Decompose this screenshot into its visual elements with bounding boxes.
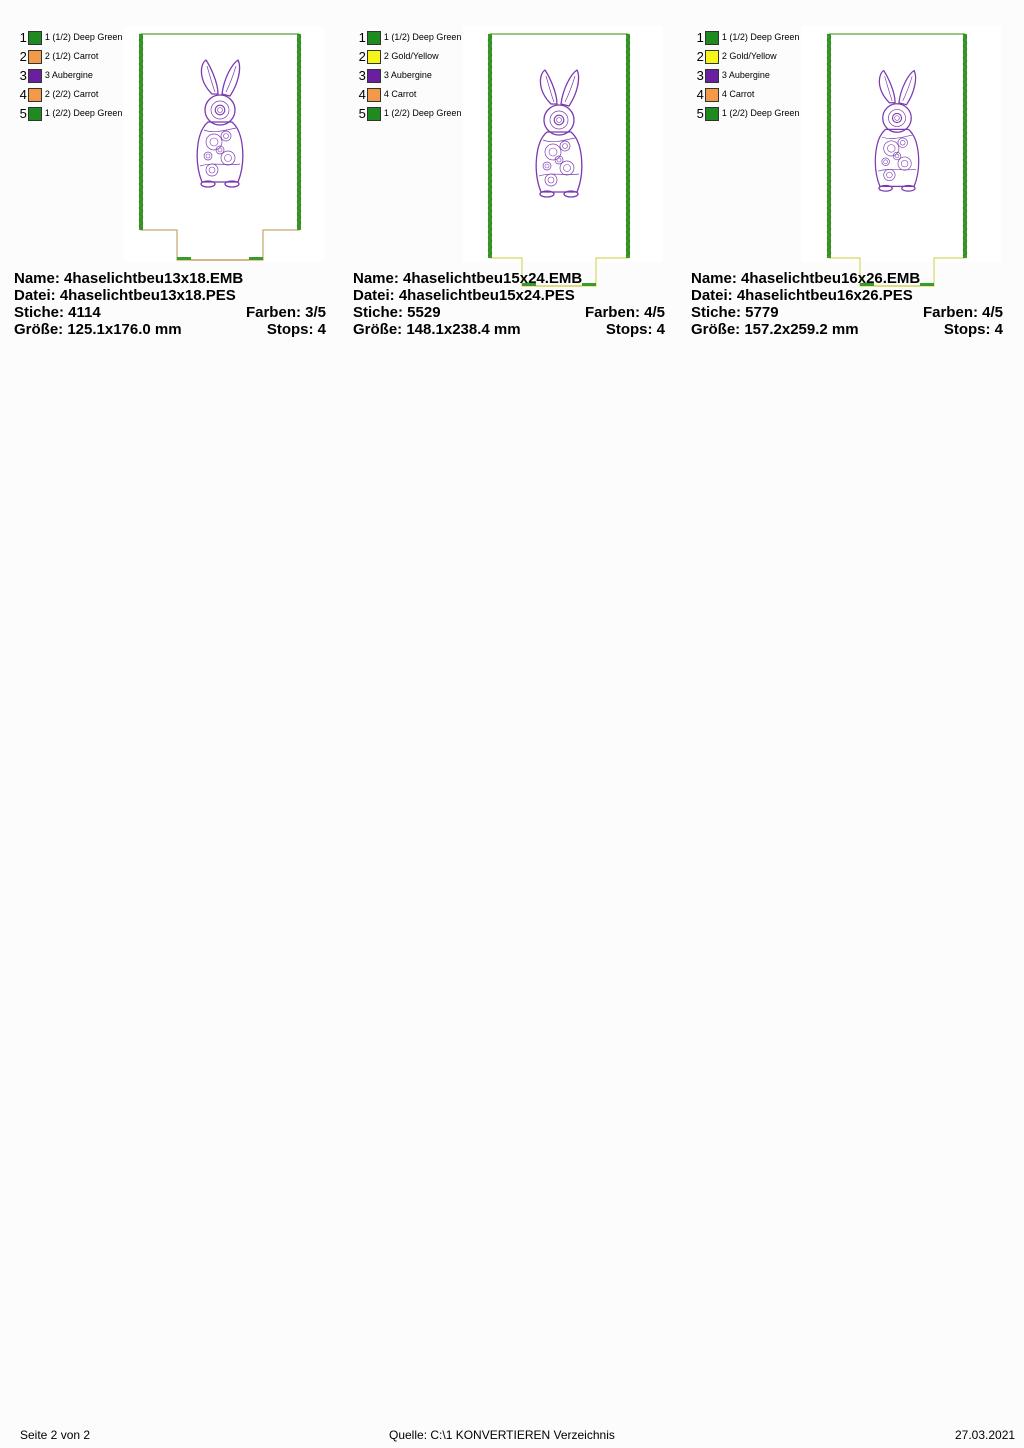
legend-label: 3 Aubergine [383, 71, 432, 80]
design-card-2 [353, 26, 671, 346]
design-name: Name: 4haselichtbeu13x18.EMB [14, 270, 244, 287]
color-swatch [28, 31, 42, 45]
legend-label: 1 (1/2) Deep Green [44, 33, 123, 42]
stop-count: Stops: 4 [943, 321, 1003, 338]
color-swatch [705, 69, 719, 83]
color-swatch [705, 88, 719, 102]
footer-date: 27.03.2021 [955, 1428, 1016, 1442]
design-size: Größe: 125.1x176.0 mm [14, 321, 182, 338]
legend-row [691, 47, 801, 66]
legend-label: 3 Aubergine [721, 71, 770, 80]
color-swatch [367, 50, 381, 64]
design-info [691, 270, 1003, 338]
color-swatch [705, 107, 719, 121]
legend-number: 3 [19, 68, 27, 83]
color-swatch [28, 69, 42, 83]
legend-row [691, 104, 801, 123]
color-count: Farben: 4/5 [584, 304, 665, 321]
legend-label: 4 Carrot [383, 90, 417, 99]
legend-label: 4 Carrot [721, 90, 755, 99]
color-swatch [367, 31, 381, 45]
legend-label: 2 (1/2) Carrot [44, 52, 99, 61]
legend-row [14, 28, 124, 47]
stitch-count: Stiche: 5779 [691, 304, 779, 321]
legend-row [691, 28, 801, 47]
legend-number: 1 [358, 30, 366, 45]
legend-row [353, 28, 463, 47]
color-swatch [367, 69, 381, 83]
footer-page-number: Seite 2 von 2 [20, 1428, 91, 1442]
legend-row [691, 66, 801, 85]
legend-label: 1 (2/2) Deep Green [383, 109, 462, 118]
color-swatch [705, 31, 719, 45]
legend-row [353, 104, 463, 123]
embroidery-preview [124, 26, 324, 262]
legend-number: 3 [696, 68, 704, 83]
legend-row [353, 66, 463, 85]
legend-number: 5 [358, 106, 366, 121]
legend-label: 1 (2/2) Deep Green [721, 109, 800, 118]
color-swatch [28, 50, 42, 64]
stitch-count: Stiche: 5529 [353, 304, 441, 321]
embroidery-preview [463, 26, 663, 262]
legend-row [14, 85, 124, 104]
legend-label: 2 Gold/Yellow [721, 52, 777, 61]
design-name: Name: 4haselichtbeu16x26.EMB [691, 270, 921, 287]
color-swatch [705, 50, 719, 64]
legend-number: 1 [696, 30, 704, 45]
color-swatch [28, 88, 42, 102]
legend-label: 1 (1/2) Deep Green [383, 33, 462, 42]
color-swatch [367, 88, 381, 102]
legend-number: 4 [696, 87, 704, 102]
legend-label: 2 Gold/Yellow [383, 52, 439, 61]
footer-source-path: Quelle: C:\1 KONVERTIEREN Verzeichnis [389, 1428, 615, 1442]
legend-label: 1 (1/2) Deep Green [721, 33, 800, 42]
thread-color-legend [353, 28, 463, 123]
design-file: Datei: 4haselichtbeu16x26.PES [691, 287, 913, 304]
design-info [353, 270, 665, 338]
thread-color-legend [691, 28, 801, 123]
color-count: Farben: 3/5 [245, 304, 326, 321]
embroidery-preview [801, 26, 1001, 262]
design-size: Größe: 157.2x259.2 mm [691, 321, 859, 338]
stop-count: Stops: 4 [266, 321, 326, 338]
legend-number: 5 [19, 106, 27, 121]
legend-number: 2 [19, 49, 27, 64]
legend-number: 1 [19, 30, 27, 45]
color-count: Farben: 4/5 [922, 304, 1003, 321]
legend-number: 3 [358, 68, 366, 83]
legend-number: 5 [696, 106, 704, 121]
legend-label: 2 (2/2) Carrot [44, 90, 99, 99]
thread-color-legend [14, 28, 124, 123]
legend-number: 4 [358, 87, 366, 102]
legend-label: 1 (2/2) Deep Green [44, 109, 123, 118]
design-info [14, 270, 326, 338]
legend-number: 2 [696, 49, 704, 64]
design-file: Datei: 4haselichtbeu15x24.PES [353, 287, 575, 304]
design-name: Name: 4haselichtbeu15x24.EMB [353, 270, 583, 287]
color-swatch [28, 107, 42, 121]
design-size: Größe: 148.1x238.4 mm [353, 321, 521, 338]
legend-label: 3 Aubergine [44, 71, 93, 80]
stitch-count: Stiche: 4114 [14, 304, 101, 321]
legend-row [14, 47, 124, 66]
legend-row [353, 47, 463, 66]
legend-number: 4 [19, 87, 27, 102]
color-swatch [367, 107, 381, 121]
stop-count: Stops: 4 [605, 321, 665, 338]
legend-number: 2 [358, 49, 366, 64]
design-file: Datei: 4haselichtbeu13x18.PES [14, 287, 236, 304]
legend-row [14, 66, 124, 85]
legend-row [691, 85, 801, 104]
legend-row [14, 104, 124, 123]
design-card-1 [14, 26, 332, 346]
design-card-3 [691, 26, 1009, 346]
legend-row [353, 85, 463, 104]
